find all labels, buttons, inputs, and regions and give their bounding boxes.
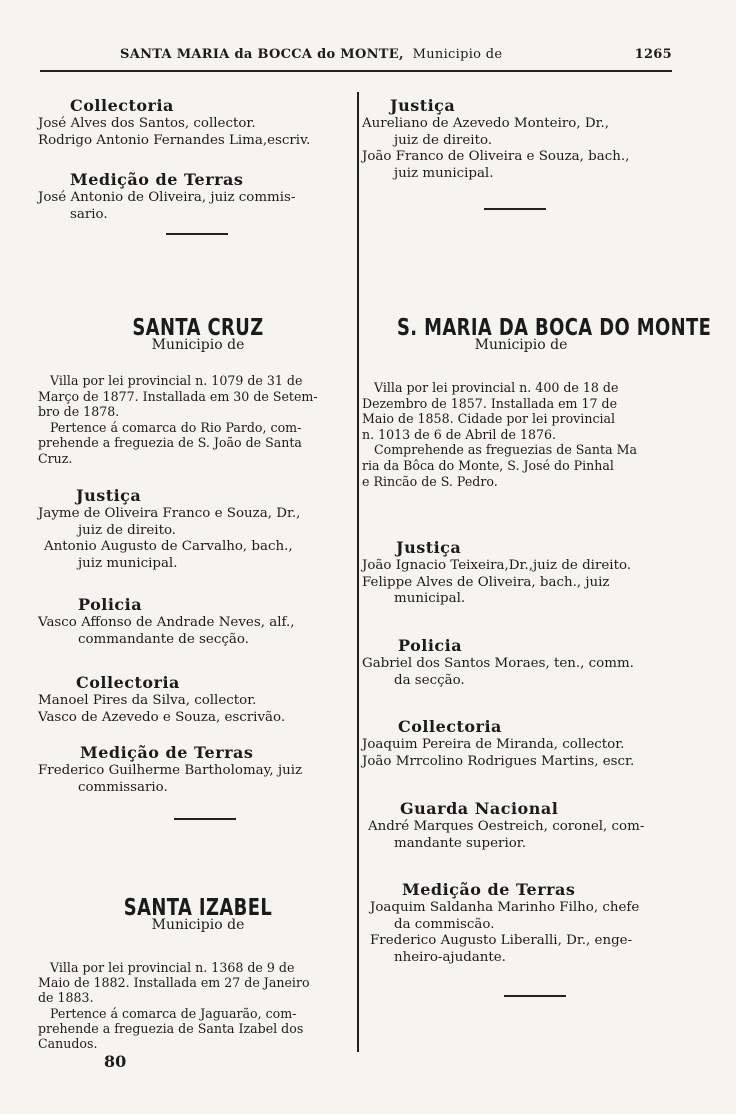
desc-line: Villa por lei provincial n. 400 de 18 de <box>374 380 619 395</box>
entry-line: da commiscão. <box>394 916 495 932</box>
santa-cruz-description <box>38 373 358 466</box>
santa-maria-collectoria <box>362 717 680 770</box>
desc-line: Maio de 1882. Installada em 27 de Janeiro <box>38 975 310 991</box>
entry-line: municipal. <box>394 591 466 606</box>
desc-line: Canudos. <box>38 1036 98 1052</box>
section-heading: Collectoria <box>398 717 502 736</box>
entry-line: Rodrigo Antonio Fernandes Lima,escriv. <box>38 132 311 148</box>
section-heading: Collectoria <box>76 673 180 692</box>
entry-line: mandante superior. <box>394 835 526 851</box>
entry-line: André Marques Oestreich, coronel, com- <box>368 819 645 834</box>
santa-cruz-justica <box>38 486 358 572</box>
municipality-title: SANTA IZABEL <box>123 895 273 921</box>
entry-line: José Antonio de Oliveira, juiz commis- <box>38 190 296 205</box>
desc-line: de 1883. <box>38 990 94 1006</box>
entry-line: commissario. <box>78 779 168 795</box>
section-heading: Medição de Terras <box>80 743 254 762</box>
desc-line: bro de 1878. <box>38 404 120 419</box>
santa-cruz-medicao <box>38 743 358 796</box>
entry-line: Gabriel dos Santos Moraes, ten., comm. <box>362 656 634 671</box>
footer-number: 80 <box>104 1052 127 1071</box>
santa-maria-policia <box>362 636 680 689</box>
entry-line: juiz municipal. <box>394 165 494 181</box>
entry-line: Joaquim Saldanha Marinho Filho, chefe <box>370 900 640 915</box>
desc-line: prehende a freguezia de S. João de Santa <box>38 435 302 450</box>
collectoria-top-section <box>38 96 358 149</box>
medicao-top-section <box>38 170 358 223</box>
justica-top-section <box>362 96 680 182</box>
header-rule <box>40 70 672 72</box>
entry-line: José Alves dos Santos, collector. <box>38 116 256 131</box>
desc-line: Villa por lei provincial n. 1079 de 31 de <box>50 373 303 388</box>
entry-line: commandante de secção. <box>78 631 249 647</box>
section-heading: Policia <box>398 636 463 655</box>
entry-line: Jayme de Oliveira Franco e Souza, Dr., <box>38 506 301 521</box>
header-municipality: Municipio de <box>412 47 503 62</box>
entry-line: Vasco Affonso de Andrade Neves, alf., <box>38 615 295 630</box>
entry-line: Antonio Augusto de Carvalho, bach., <box>44 539 293 554</box>
entry-line: da secção. <box>394 672 465 688</box>
municipality-title: S. MARIA DA BOCA DO MONTE <box>396 315 712 341</box>
desc-line: Maio de 1858. Cidade por lei provincial <box>362 411 616 427</box>
section-heading: Collectoria <box>70 96 174 115</box>
entry-line: Felippe Alves de Oliveira, bach., juiz <box>362 574 610 590</box>
entry-line: Joaquim Pereira de Miranda, collector. <box>362 737 625 752</box>
santa-cruz-policia <box>38 595 358 648</box>
santa-maria-description <box>362 380 680 489</box>
section-rule <box>484 208 546 210</box>
section-rule <box>174 818 236 820</box>
entry-line: Vasco de Azevedo e Souza, escrivão. <box>38 709 286 725</box>
entry-line: Aureliano de Azevedo Monteiro, Dr., <box>362 116 610 131</box>
entry-line: juiz municipal. <box>78 555 178 571</box>
santa-cruz-collectoria <box>38 673 358 726</box>
santa-maria-justica <box>362 538 680 608</box>
municipality-subtitle: Municipio de <box>474 336 568 353</box>
section-heading: Justiça <box>396 538 462 557</box>
section-heading: Justiça <box>390 96 456 115</box>
entry-line: Frederico Augusto Liberalli, Dr., enge- <box>370 933 633 948</box>
section-heading: Medição de Terras <box>402 880 576 899</box>
running-header <box>120 47 672 62</box>
entry-line: João Ignacio Teixeira,Dr.,juiz de direito. <box>362 558 632 573</box>
desc-line: Pertence á comarca de Jaguarão, com- <box>50 1005 297 1021</box>
municipality-title: SANTA CRUZ <box>132 315 264 341</box>
entry-line: João Franco de Oliveira e Souza, bach., <box>362 149 630 164</box>
section-heading: Guarda Nacional <box>400 799 559 818</box>
desc-line: ria da Bôca do Monte, S. José do Pinhal <box>362 457 614 473</box>
municipality-subtitle: Municipio de <box>151 916 245 933</box>
desc-line: Villa por lei provincial n. 1368 de 9 de <box>50 960 295 975</box>
santa-cruz-title-block <box>38 315 358 353</box>
page-number: 1265 <box>634 47 672 62</box>
desc-line: Março de 1877. Installada em 30 de Setem- <box>38 388 318 404</box>
santa-maria-medicao <box>362 880 680 966</box>
santa-maria-guarda <box>362 799 680 852</box>
santa-maria-title-block <box>362 315 712 353</box>
section-heading: Justiça <box>76 486 142 505</box>
santa-izabel-title-block <box>38 895 358 933</box>
section-rule <box>166 233 228 235</box>
entry-line: juiz de direito. <box>394 132 493 148</box>
section-heading: Policia <box>78 595 143 614</box>
desc-line: Cruz. <box>38 450 73 466</box>
entry-line: nheiro-ajudante. <box>394 949 506 965</box>
desc-line: Pertence á comarca do Rio Pardo, com- <box>50 419 302 435</box>
desc-line: Dezembro de 1857. Installada em 17 de <box>362 395 618 411</box>
santa-izabel-description <box>38 960 358 1051</box>
section-rule <box>504 995 566 997</box>
desc-line: e Rincão de S. Pedro. <box>362 473 498 489</box>
entry-line: João Mrrcolino Rodrigues Martins, escr. <box>362 753 635 769</box>
desc-line: prehende a freguezia de Santa Izabel dos <box>38 1020 304 1036</box>
entry-line: Frederico Guilherme Bartholomay, juiz <box>38 763 303 778</box>
entry-line: Manoel Pires da Silva, collector. <box>38 693 257 708</box>
section-heading: Medição de Terras <box>70 170 244 189</box>
entry-line: sario. <box>70 206 108 222</box>
header-title: SANTA MARIA da BOCCA do MONTE, <box>120 47 404 62</box>
desc-line: Comprehende as freguezias de Santa Ma <box>374 442 637 458</box>
entry-line: juiz de direito. <box>78 522 177 538</box>
municipality-subtitle: Municipio de <box>151 336 245 353</box>
desc-line: n. 1013 de 6 de Abril de 1876. <box>362 426 557 442</box>
